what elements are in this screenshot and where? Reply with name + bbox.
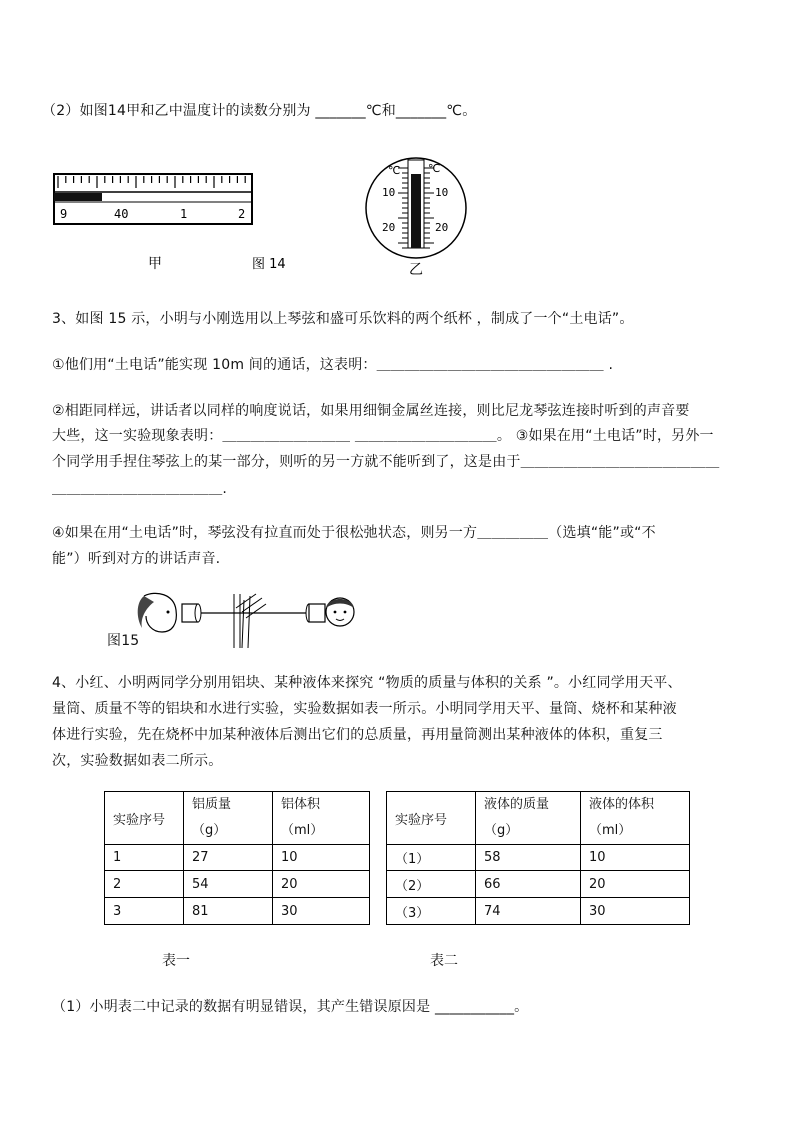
thermometer-jia bbox=[54, 174, 252, 224]
label-yi: 乙 bbox=[409, 262, 423, 278]
figure-15-graphic bbox=[106, 588, 366, 652]
table-row bbox=[105, 898, 370, 925]
table-row bbox=[387, 871, 690, 898]
question-2-text: （2）如图14甲和乙中温度计的读数分别为 _______℃和_______℃。 bbox=[42, 103, 477, 119]
table-header-cell bbox=[273, 792, 370, 845]
table-row bbox=[105, 871, 370, 898]
cup-right bbox=[306, 604, 325, 622]
header-unit: （g） bbox=[484, 823, 519, 838]
table-cell: 66 bbox=[476, 871, 581, 898]
dial-label: 10 bbox=[435, 186, 449, 199]
header-text: 液体的质量 bbox=[484, 797, 550, 812]
boy-figure bbox=[326, 598, 354, 626]
table-row bbox=[387, 845, 690, 871]
header-text: 液体的体积 bbox=[589, 797, 655, 812]
question-3-part-4-line-2: 能”）听到对方的讲话声音. bbox=[52, 551, 221, 567]
question-3-part-1: ①他们用“土电话”能实现 10m 间的通话，这表明：＿＿＿＿＿＿＿＿＿＿＿＿＿＿＿＿ . bbox=[52, 357, 614, 373]
ruler-tick-label: 9 bbox=[60, 207, 68, 221]
table-cell: 10 bbox=[273, 845, 370, 871]
header-text: 实验序号 bbox=[395, 812, 448, 828]
question-4-line-3: 体进行实验，先在烧杯中加某种液体后测出它们的总质量，再用量筒测出某种液体的体积，重复三 bbox=[52, 727, 663, 743]
question-4-line-4: 次，实验数据如表二所示。 bbox=[52, 753, 223, 769]
question-3-part-4-line-1: ④如果在用“土电话”时，琴弦没有拉直而处于很松弛状态，则另一方＿＿＿＿＿（选填“能”或“不 bbox=[52, 525, 656, 541]
cup-left bbox=[182, 604, 201, 622]
header-unit: （ml） bbox=[589, 823, 632, 838]
table-cell: 81 bbox=[184, 898, 273, 925]
table-header-row bbox=[387, 792, 690, 845]
question-3-part-3-line-2: ＿＿＿＿＿＿＿＿＿＿＿＿. bbox=[52, 481, 228, 497]
table-cell: 30 bbox=[273, 898, 370, 925]
table-cell: 20 bbox=[581, 871, 690, 898]
dial-unit-right: ℃ bbox=[428, 162, 441, 175]
table-header-cell bbox=[387, 792, 476, 845]
figure-14-caption: 图 14 bbox=[252, 257, 286, 272]
ruler-tick-label: 1 bbox=[180, 207, 188, 221]
header-text: 实验序号 bbox=[113, 812, 166, 828]
table-header-cell bbox=[105, 792, 184, 845]
header-text: 铝质量 bbox=[192, 797, 232, 812]
dial-label: 20 bbox=[435, 221, 449, 234]
table-cell: 27 bbox=[184, 845, 273, 871]
table-cell: 20 bbox=[273, 871, 370, 898]
table-row bbox=[105, 845, 370, 871]
table-cell: 74 bbox=[476, 898, 581, 925]
label-jia: 甲 bbox=[148, 256, 162, 272]
table-1-caption: 表一 bbox=[162, 953, 190, 969]
thermometer-yi bbox=[366, 158, 466, 258]
table-cell: 58 bbox=[476, 845, 581, 871]
table-1 bbox=[104, 791, 370, 925]
figure-15 bbox=[106, 588, 366, 652]
table-cell: 2 bbox=[105, 871, 184, 898]
table-cell: 30 bbox=[581, 898, 690, 925]
table-header-row bbox=[105, 792, 370, 845]
table-cell: 10 bbox=[581, 845, 690, 871]
dial-unit-left: ℃ bbox=[388, 164, 401, 177]
question-4-1-text: （1）小明表二中记录的数据有明显错误，其产生错误原因是 ___________。 bbox=[52, 999, 529, 1015]
table-cell: 3 bbox=[105, 898, 184, 925]
ruler-tick-label: 2 bbox=[238, 207, 246, 221]
question-3-intro: 3、如图 15 示，小明与小刚选用以上琴弦和盛可乐饮料的两个纸杯 ，制成了一个“土电话”。 bbox=[52, 311, 634, 327]
header-unit: （ml） bbox=[281, 823, 324, 838]
question-3-part-2-line-2: 大些，这一实验现象表明：＿＿＿＿＿＿＿＿＿ ＿＿＿＿＿＿＿＿＿＿。 ③如果在用“土电话”时，另外一 bbox=[52, 428, 714, 444]
question-3-part-3-line-1: 个同学用手捏住琴弦上的某一部分，则听的另一方就不能听到了，这是由于＿＿＿＿＿＿＿＿＿＿＿＿＿＿ bbox=[52, 454, 720, 470]
figure-15-caption: 图15 bbox=[107, 633, 140, 649]
table-cell: （1） bbox=[387, 845, 476, 871]
dial-label: 10 bbox=[382, 186, 396, 199]
table-2 bbox=[386, 791, 690, 925]
dial-label: 20 bbox=[382, 221, 396, 234]
table-cell: （2） bbox=[387, 871, 476, 898]
tree bbox=[234, 594, 266, 648]
figure-14-graphic bbox=[52, 150, 472, 278]
table-cell: （3） bbox=[387, 898, 476, 925]
figure-14 bbox=[52, 150, 472, 278]
table-header-cell bbox=[476, 792, 581, 845]
table-header-cell bbox=[184, 792, 273, 845]
table-2-caption: 表二 bbox=[430, 953, 458, 969]
table-cell: 1 bbox=[105, 845, 184, 871]
girl-figure bbox=[138, 593, 177, 632]
table-header-cell bbox=[581, 792, 690, 845]
ruler-tick-label: 40 bbox=[114, 207, 129, 221]
header-unit: （g） bbox=[192, 823, 227, 838]
question-3-part-2-line-1: ②相距同样远，讲话者以同样的响度说话，如果用细铜金属丝连接，则比尼龙琴弦连接时听到的声音要 bbox=[52, 403, 690, 419]
header-text: 铝体积 bbox=[281, 797, 321, 812]
table-row bbox=[387, 898, 690, 925]
question-4-line-1: 4、小红、小明两同学分别用铝块、某种液体来探究 “物质的质量与体积的关系 ”。小红同学用天平、 bbox=[52, 675, 682, 691]
table-cell: 54 bbox=[184, 871, 273, 898]
question-4-line-2: 量筒、质量不等的铝块和水进行实验，实验数据如表一所示。小明同学用天平、量筒、烧杯和某种液 bbox=[52, 701, 677, 717]
